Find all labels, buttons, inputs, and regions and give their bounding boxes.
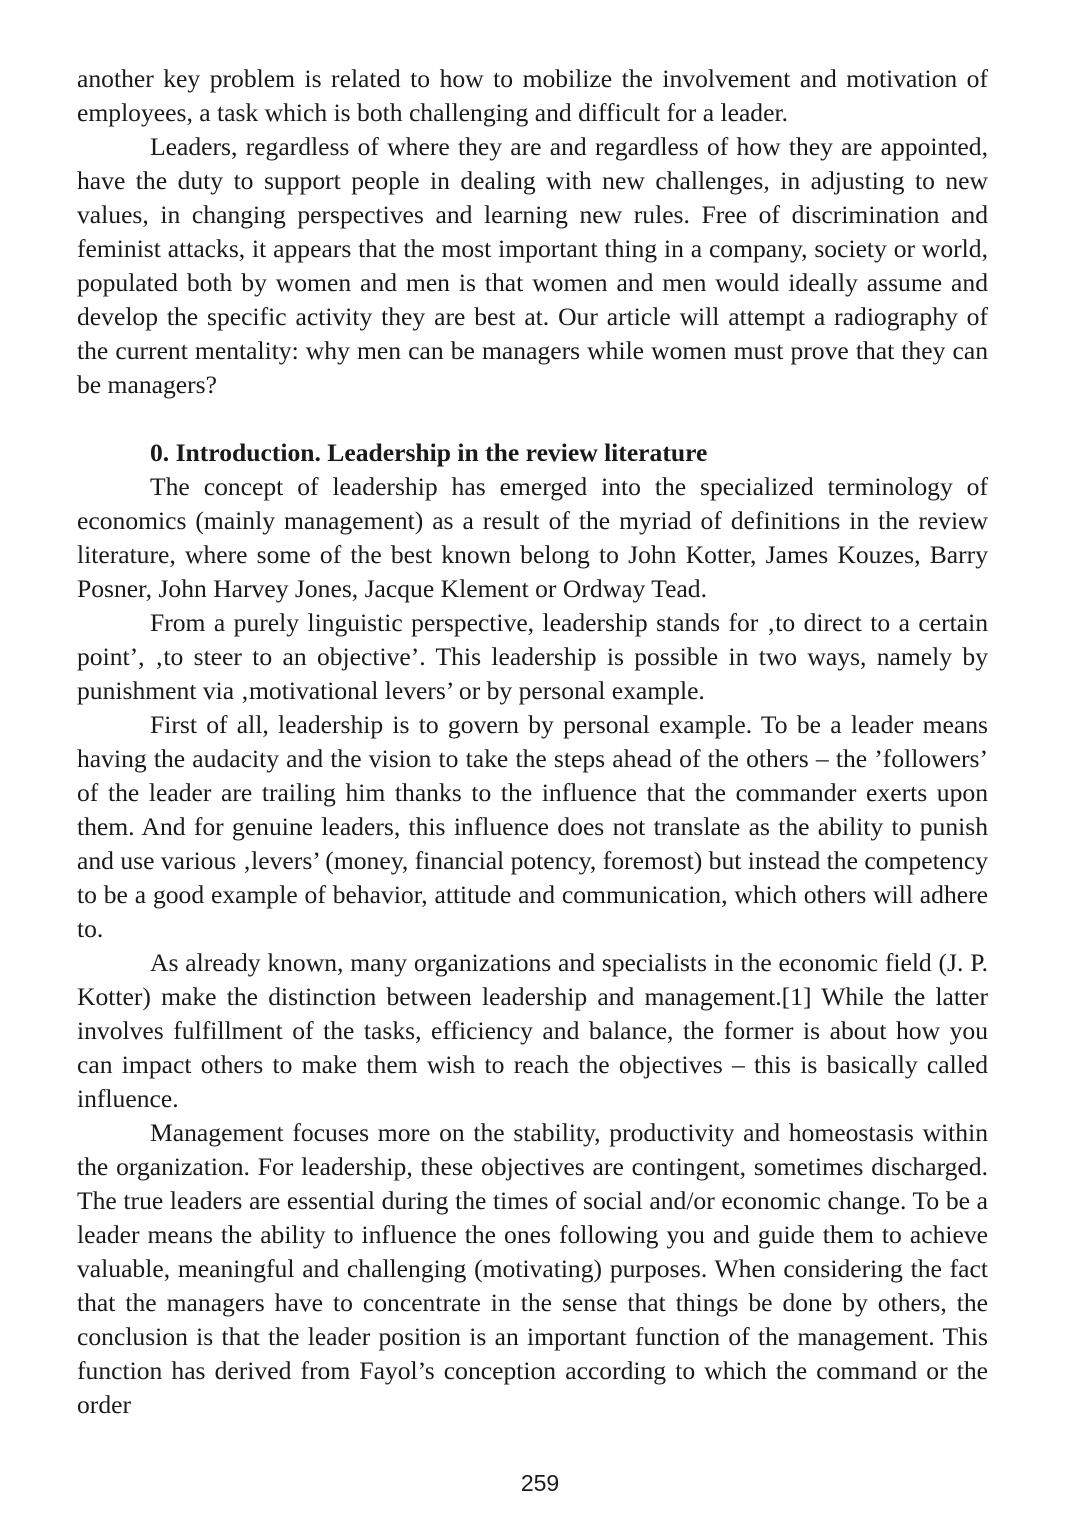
paragraph-continued: another key problem is related to how to mobilize the involvement and motivation of employees, a task which is both challenging and difficult for a leader. (77, 64, 988, 127)
page-number: 259 (520, 1470, 560, 1496)
paragraph-personal-example: First of all, leadership is to govern by personal example. To be a leader means having the audacity and the vision to take the steps ahead of the others – the ’followers’ of the leader are trailing him thanks to the influence that the commander exerts upon them. And for genuine leaders, this influence does not translate as the ability to punish and use various ‚levers’ (money, financial potency, foremost) but instead the competency to be a good example of behavior, attitude and communication, which others will adhere to. (77, 710, 988, 943)
paragraph-management-focus: Management focuses more on the stability, productivity and homeostasis within the organization. For leadership, these objectives are contingent, sometimes discharged. The true leaders are essential during the times of social and/or economic change. To be a leader means the ability to influence the ones following you and guide them to achieve valuable, meaningful and challenging (motivating) purposes. When considering the fact that the managers have to concentrate in the sense that things be done by others, the conclusion is that the leader position is an important function of the management. This function has derived from Fayol’s conception according to which the command or the order (77, 1118, 988, 1419)
section-heading: 0. Introduction. Leadership in the review literature (150, 438, 708, 467)
paragraph-concept-of-leadership: The concept of leadership has emerged into the specialized terminology of economics (mainly management) as a result of the myriad of definitions in the review literature, where some of the best known belong to John Kotter, James Kouzes, Barry Posner, John Harvey Jones, Jacque Klement or Ordway Tead. (77, 472, 988, 603)
paragraph-leaders-duty: Leaders, regardless of where they are and regardless of how they are appointed, have the duty to support people in dealing with new challenges, in adjusting to new values, in changing perspectives and learning new rules. Free of discrimination and feminist attacks, it appears that the most important thing in a company, society or world, populated both by women and men is that women and men would ideally assume and develop the specific activity they are best at. Our article will attempt a radiography of the current mentality: why men can be managers while women must prove that they can be managers? (77, 132, 988, 399)
page-body (77, 62, 988, 1422)
paragraph-leadership-vs-management: As already known, many organizations and specialists in the economic field (J. P. Kotter) make the distinction between leadership and management.[1] While the latter involves fulfillment of the tasks, efficiency and balance, the former is about how you can impact others to make them wish to reach the objectives – this is basically called influence. (77, 948, 988, 1113)
paragraph-linguistic-perspective: From a purely linguistic perspective, leadership stands for ‚to direct to a certain point’, ‚to steer to an objective’. This leadership is possible in two ways, namely by punishment via ‚motivational levers’ or by personal example. (77, 608, 988, 705)
